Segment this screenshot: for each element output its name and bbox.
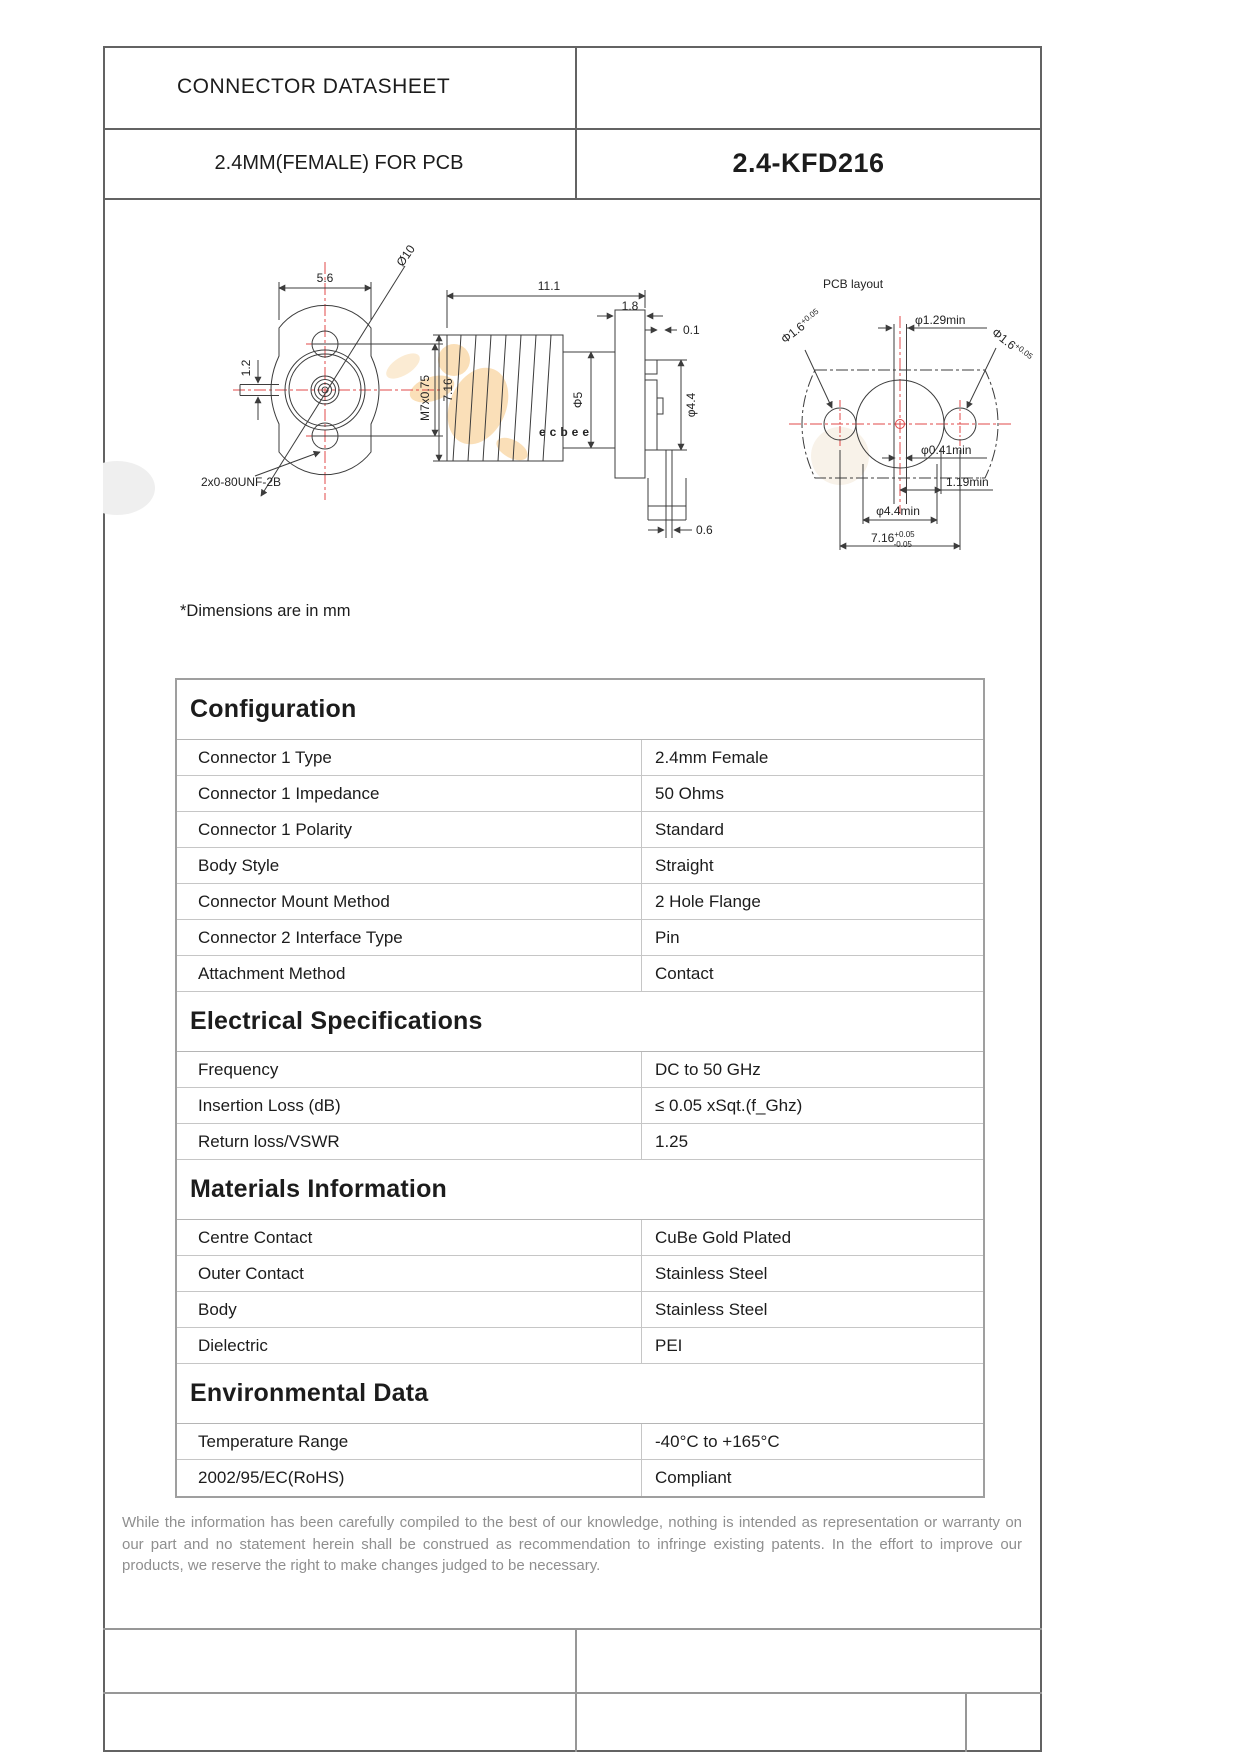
spec-row-label: Dielectric xyxy=(177,1328,642,1363)
spec-row-value: PEI xyxy=(655,1335,683,1355)
disclaimer-text: While the information has been carefully compiled to the best of our knowledge, nothing is intended as representation or warranty on our part and no statement herein shall be construed as recommendation to infringe existing patents. In the effort to improve our products, we reserve the right to make changes judged to be necessary. xyxy=(122,1514,1022,1574)
dim-label: 1.8 xyxy=(621,299,639,313)
dim-label: 11.1 xyxy=(537,279,561,293)
spec-row-label: Outer Contact xyxy=(177,1256,642,1291)
thread-callout-label: 2x0-80UNF-2B xyxy=(201,475,282,489)
spec-row-label: Temperature Range xyxy=(177,1424,642,1459)
spec-row xyxy=(177,1292,983,1328)
spec-row xyxy=(177,1256,983,1292)
dim-label: φ4.4min xyxy=(876,504,920,518)
spec-row xyxy=(177,812,983,848)
spec-row-value: Compliant xyxy=(655,1468,732,1487)
spec-row xyxy=(177,1088,983,1124)
front-view xyxy=(201,242,455,500)
spec-row-label: Connector 1 Impedance xyxy=(177,776,642,811)
spec-row xyxy=(177,956,983,992)
spec-row-value: 50 Ohms xyxy=(655,783,724,803)
section-heading: Materials Information xyxy=(177,1160,983,1220)
section-heading: Configuration xyxy=(177,680,983,740)
spec-row-label: Connector 1 Polarity xyxy=(177,812,642,847)
dim-label: Ø10 xyxy=(393,242,418,270)
spec-row-label: Connector 1 Type xyxy=(177,740,642,775)
spec-row xyxy=(177,884,983,920)
dim-label: Φ5 xyxy=(571,391,585,409)
dim-label: φ1.29min xyxy=(915,313,966,327)
spec-row-value: -40°C to +165°C xyxy=(655,1431,780,1451)
pcb-layout-view xyxy=(778,277,1035,550)
section-heading: Environmental Data xyxy=(177,1364,983,1424)
spec-row xyxy=(177,740,983,776)
dim-label: $\Phi 1.6^{+0.05}$ xyxy=(989,325,1035,362)
spec-table xyxy=(175,678,985,1498)
spec-row-value: Straight xyxy=(655,855,714,875)
dim-label: 5.6 xyxy=(316,271,334,285)
spec-row-label: Frequency xyxy=(177,1052,642,1087)
spec-row-label: Insertion Loss (dB) xyxy=(177,1088,642,1123)
footer-line-top xyxy=(103,1628,1042,1630)
doc-title: CONNECTOR DATASHEET xyxy=(177,75,451,98)
spec-row-label: Centre Contact xyxy=(177,1220,642,1255)
spec-row xyxy=(177,1220,983,1256)
spec-row-label: Body xyxy=(177,1292,642,1327)
spec-row-value: Standard xyxy=(655,819,724,839)
spec-row xyxy=(177,1424,983,1460)
dim-label: $7.16^{+0.05}$ -0.05 xyxy=(871,530,915,549)
watermark-swirl xyxy=(103,461,155,515)
spec-row-value: Contact xyxy=(655,963,714,983)
spec-row xyxy=(177,1328,983,1364)
technical-drawings xyxy=(103,198,1042,598)
spec-row xyxy=(177,848,983,884)
pcb-layout-title: PCB layout xyxy=(823,277,884,291)
spec-row-label: Body Style xyxy=(177,848,642,883)
spec-row-value: Stainless Steel xyxy=(655,1263,768,1283)
spec-row xyxy=(177,1124,983,1160)
footer-vertical-divider-right xyxy=(965,1692,967,1752)
spec-row-label: Attachment Method xyxy=(177,956,642,991)
spec-row-value: CuBe Gold Plated xyxy=(655,1227,792,1247)
spec-row-label: Connector 2 Interface Type xyxy=(177,920,642,955)
spec-row-value: 2.4mm Female xyxy=(655,747,769,767)
watermark xyxy=(103,344,869,515)
dim-label: 1.19min xyxy=(946,475,989,489)
dim-label: φ4.4 xyxy=(684,392,698,418)
spec-row-label: 2002/95/EC(RoHS) xyxy=(177,1460,642,1496)
thread-spec-label: M7x0.75 xyxy=(418,374,432,422)
spec-row-label: Connector Mount Method xyxy=(177,884,642,919)
footer-line-mid xyxy=(103,1692,1042,1694)
part-number: 2.4-KFD216 xyxy=(732,147,885,178)
spec-row xyxy=(177,920,983,956)
spec-row-value: 2 Hole Flange xyxy=(655,891,761,911)
footer-vertical-divider xyxy=(575,1628,577,1752)
spec-row-label: Return loss/VSWR xyxy=(177,1124,642,1159)
spec-row-value: 1.25 xyxy=(655,1131,689,1151)
dimensions-note: *Dimensions are in mm xyxy=(180,602,351,620)
spec-row xyxy=(177,1052,983,1088)
spec-row-value: Stainless Steel xyxy=(655,1299,768,1319)
dim-label: 0.6 xyxy=(696,523,713,537)
spec-row xyxy=(177,1460,983,1496)
spec-row-value: ≤ 0.05 xSqt.(f_Ghz) xyxy=(655,1095,803,1115)
dim-label: φ0.41min xyxy=(921,443,972,457)
spec-row-value: DC to 50 GHz xyxy=(655,1059,761,1079)
product-title: 2.4MM(FEMALE) FOR PCB xyxy=(214,151,464,174)
spec-row xyxy=(177,776,983,812)
spec-row-value: Pin xyxy=(655,927,680,947)
dim-label: 1.2 xyxy=(239,359,253,377)
dim-label: $\Phi 1.6^{+0.05}$ xyxy=(778,306,821,347)
watermark-text: ecbee xyxy=(539,425,594,439)
section-heading: Electrical Specifications xyxy=(177,992,983,1052)
dim-label: 7.16 xyxy=(441,378,455,402)
dim-label: 0.1 xyxy=(683,323,700,337)
